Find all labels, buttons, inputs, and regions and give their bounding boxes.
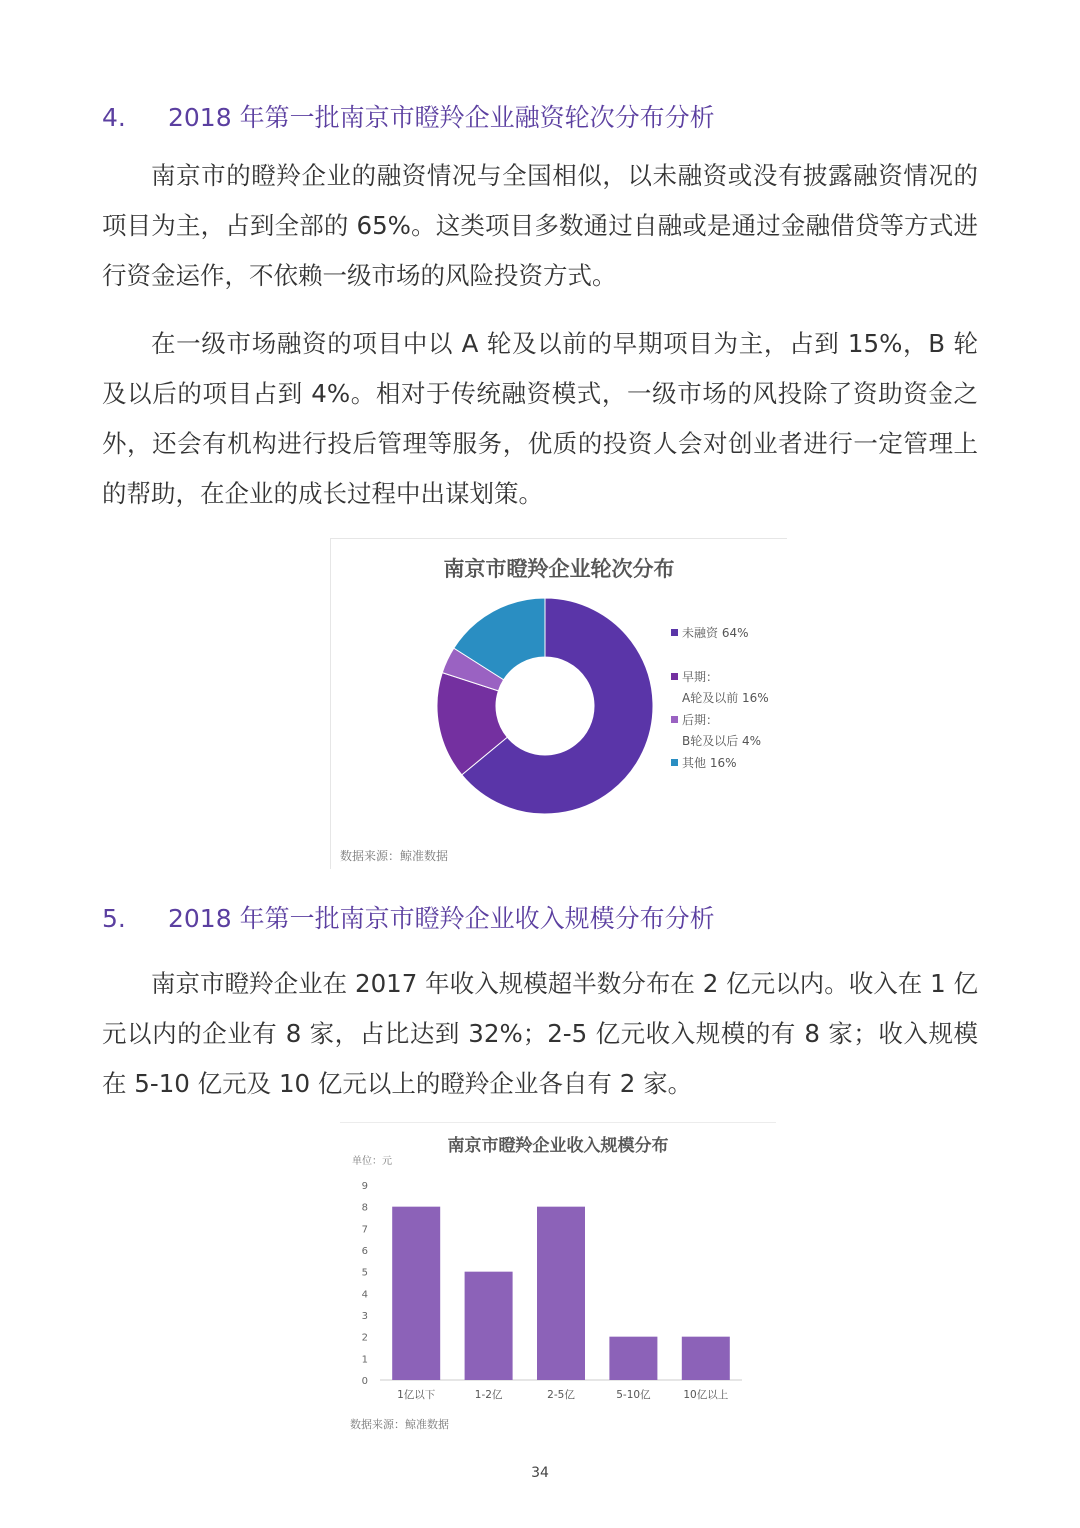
legend-sublabel-early: A轮及以前 16% <box>682 691 769 705</box>
y-tick-label-6: 6 <box>361 1246 368 1257</box>
section-5-number: 5. <box>102 904 126 933</box>
legend-item-late <box>671 710 769 732</box>
bar-chart-card <box>340 1122 776 1441</box>
bar-chart <box>340 1123 776 1441</box>
x-tick-label-4: 10亿以上 <box>683 1389 729 1401</box>
section-4-paragraph-1: 南京市的瞪羚企业的融资情况与全国相似，以未融资或没有披露融资情况的项目为主，占到全部的 65%。这类项目多数通过自融或是通过金融借贷等方式进行资金运作，不依赖一级市场的风险投资方式。 <box>102 161 978 290</box>
bar-1 <box>465 1272 513 1380</box>
donut-legend <box>671 623 769 774</box>
legend-label-other: 其他 16% <box>682 755 737 770</box>
bar-2 <box>537 1207 585 1380</box>
legend-label-late: 后期： <box>682 712 719 727</box>
y-tick-label-7: 7 <box>361 1224 368 1236</box>
section-5-paragraph-1: 南京市瞪羚企业在 2017 年收入规模超半数分布在 2 亿元以内。收入在 1 亿元以内的企业有 8 家，占比达到 32%；2-5 亿元收入规模的有 8 家；收入规模在 5-10 亿元及 10 亿元以上的瞪羚企业各自有 2 家。 <box>102 969 978 1098</box>
section-5-title: 2018 年第一批南京市瞪羚企业收入规模分布分析 <box>168 904 715 933</box>
donut-chart-card <box>330 538 787 869</box>
bar-4 <box>682 1337 730 1380</box>
legend-item-early <box>671 667 769 689</box>
section-4-number: 4. <box>102 103 126 132</box>
y-tick-label-5: 5 <box>361 1267 368 1279</box>
bar-chart-unit: 单位：元 <box>352 1156 392 1167</box>
y-tick-label-9: 9 <box>361 1181 368 1192</box>
x-tick-label-1: 1-2亿 <box>474 1389 503 1401</box>
x-tick-label-0: 1亿以下 <box>397 1389 436 1401</box>
legend-item-unfunded <box>671 623 769 645</box>
y-tick-label-8: 8 <box>361 1202 368 1214</box>
y-tick-label-2: 2 <box>361 1332 368 1344</box>
legend-swatch-early <box>671 673 678 680</box>
page-number: 34 <box>531 1465 549 1481</box>
legend-item-other <box>671 753 769 775</box>
section-4-heading <box>102 98 715 134</box>
legend-label-unfunded: 未融资 64% <box>682 626 749 640</box>
y-tick-label-3: 3 <box>361 1311 368 1322</box>
section-4-title: 2018 年第一批南京市瞪羚企业融资轮次分布分析 <box>168 103 715 132</box>
y-tick-label-4: 4 <box>361 1289 368 1301</box>
bar-chart-source: 数据来源：鲸准数据 <box>350 1418 449 1431</box>
y-tick-label-1: 1 <box>361 1354 368 1366</box>
section-4-paragraph-2: 在一级市场融资的项目中以 A 轮及以前的早期项目为主，占到 15%，B 轮及以后的项目占到 4%。相对于传统融资模式，一级市场的风投除了资助资金之外，还会有机构进行投后管理等服务，优质的投资人会对创业者进行一定管理上的帮助，在企业的成长过程中出谋划策。 <box>102 329 978 508</box>
donut-chart-title: 南京市瞪羚企业轮次分布 <box>443 557 675 581</box>
donut-chart-source: 数据来源：鲸准数据 <box>340 849 449 863</box>
x-tick-label-3: 5-10亿 <box>616 1389 651 1401</box>
y-tick-label-0: 0 <box>361 1376 368 1387</box>
legend-sublabel-late: B轮及以后 4% <box>682 734 762 748</box>
bar-0 <box>392 1207 440 1380</box>
legend-swatch-unfunded <box>671 629 678 636</box>
legend-swatch-other <box>671 759 678 766</box>
x-tick-label-2: 2-5亿 <box>547 1389 575 1401</box>
legend-label-early: 早期： <box>682 669 719 684</box>
bar-chart-title: 南京市瞪羚企业收入规模分布 <box>447 1136 669 1156</box>
bar-3 <box>609 1337 657 1380</box>
legend-swatch-late <box>671 716 678 723</box>
section-5-heading <box>102 899 715 935</box>
